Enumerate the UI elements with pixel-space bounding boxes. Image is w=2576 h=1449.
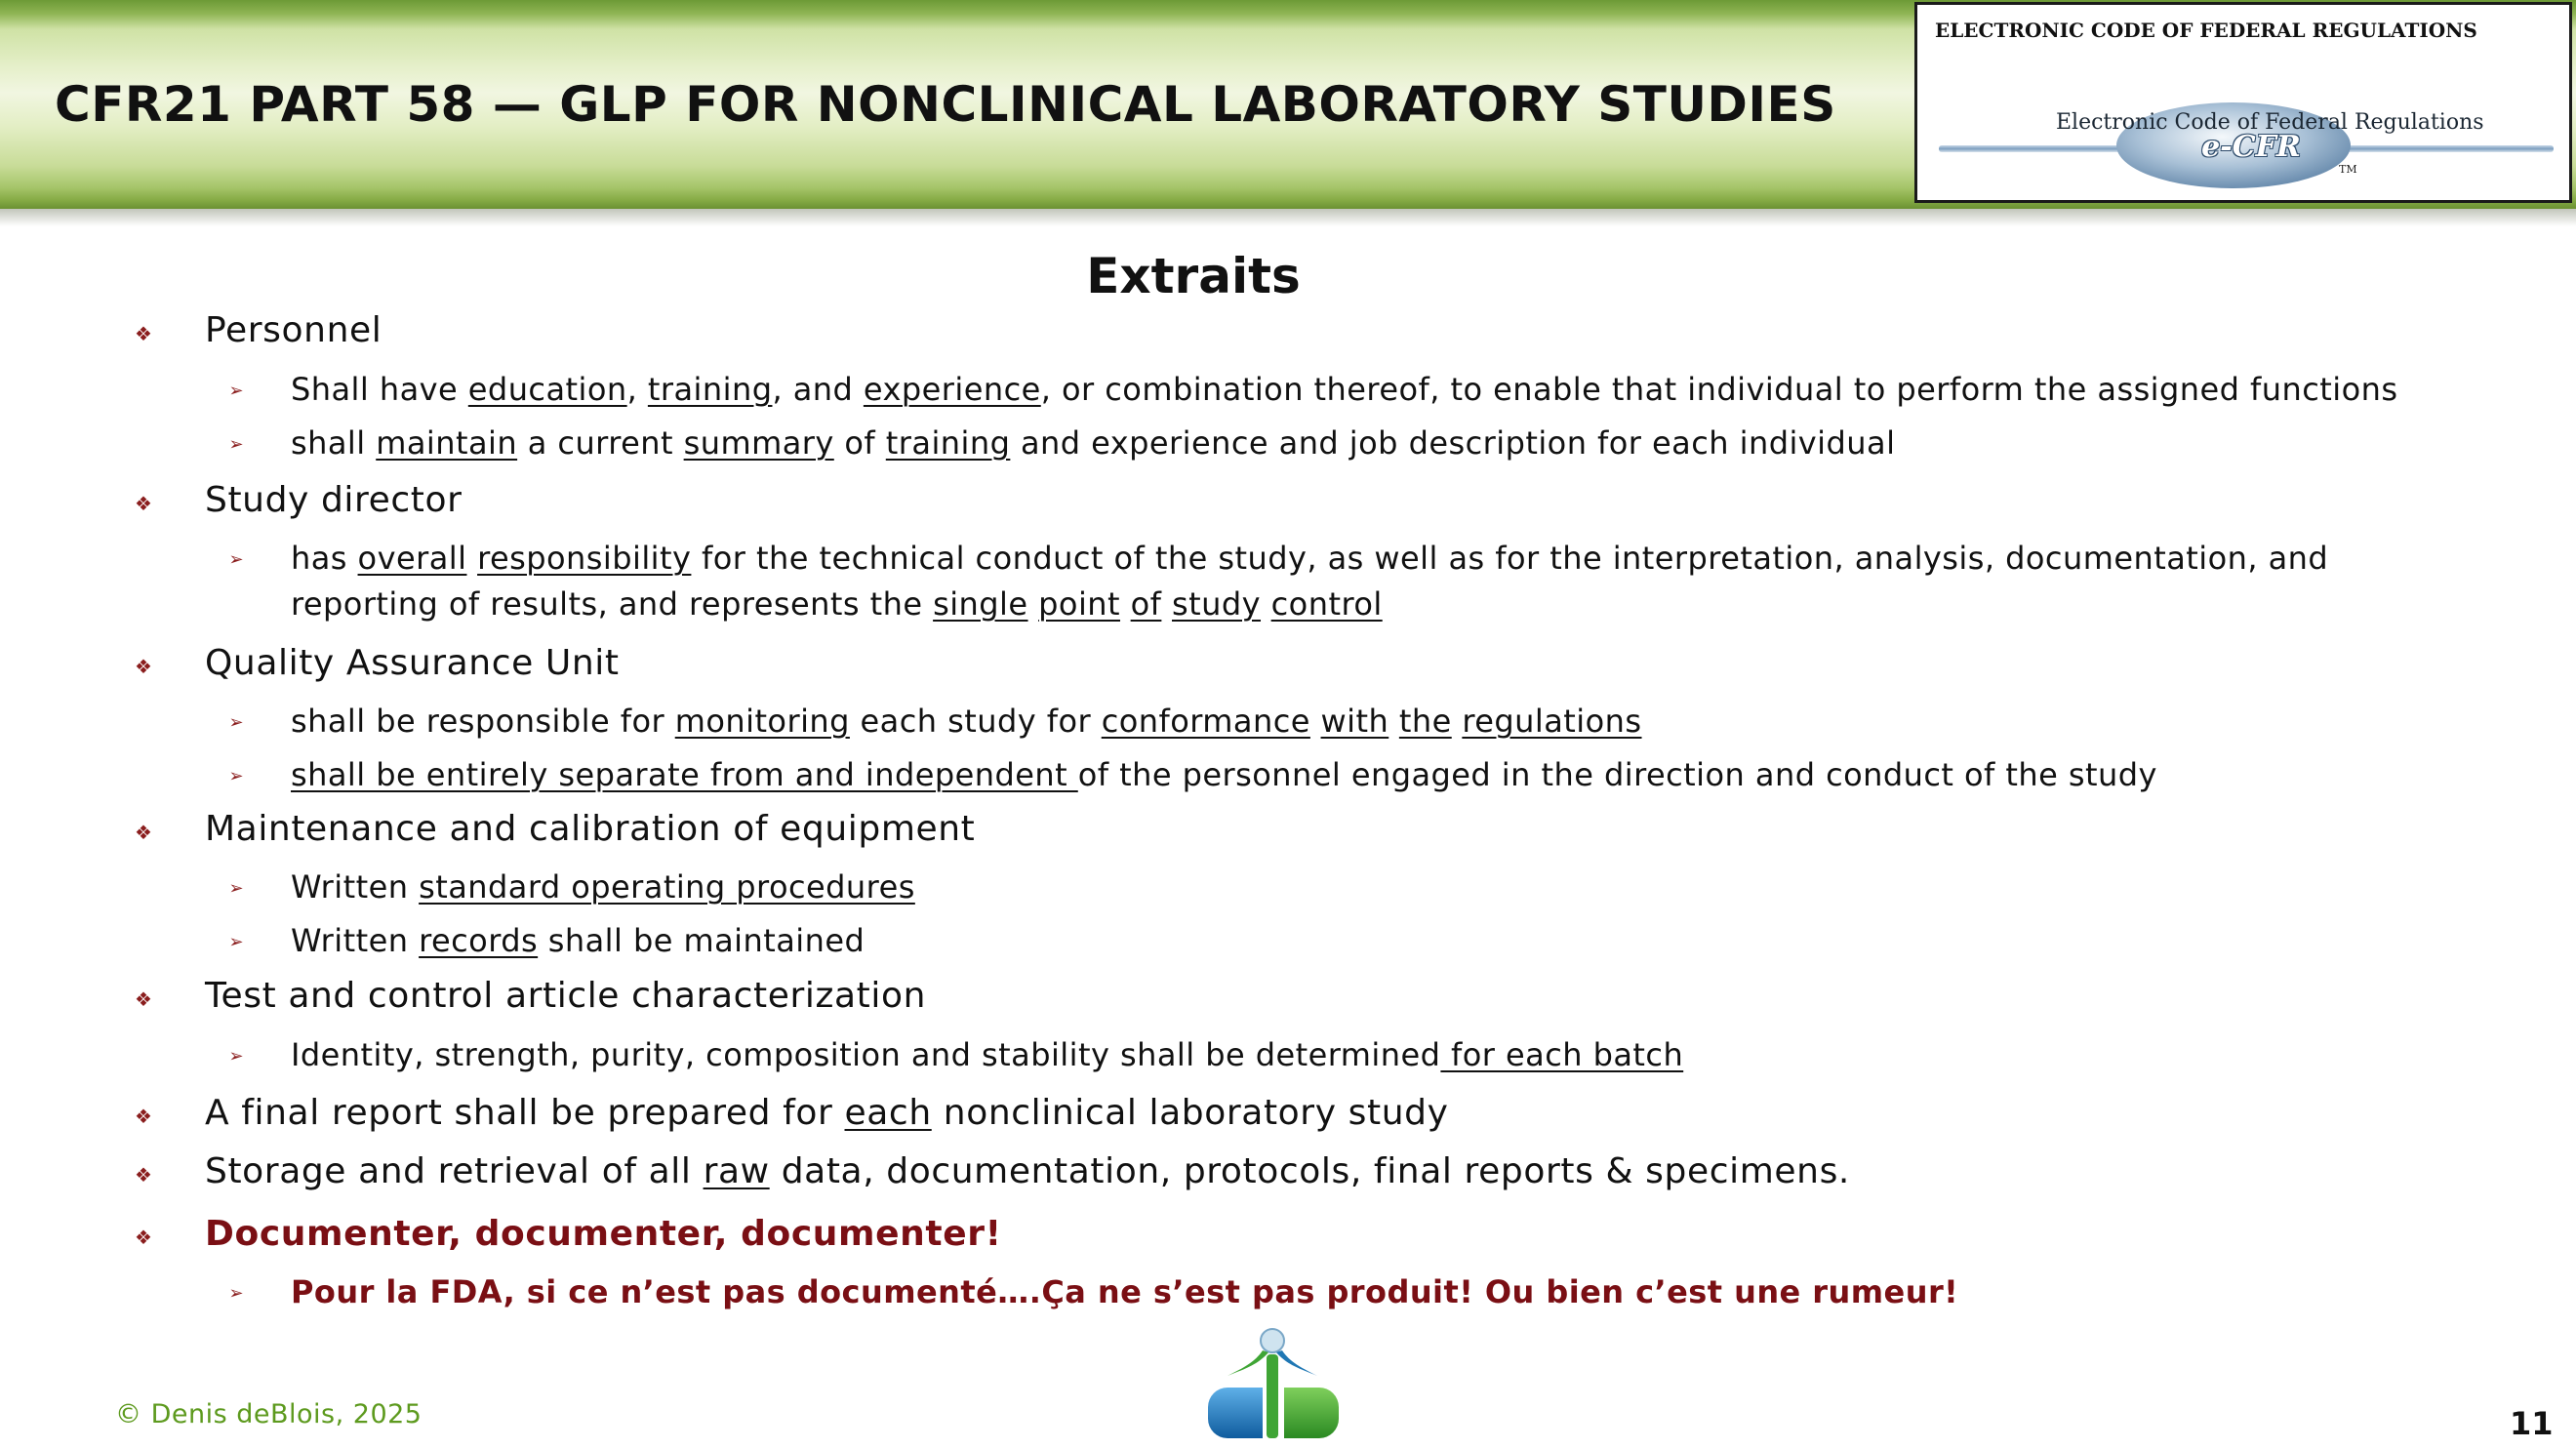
ecfr-wordmark: e-CFR (2201, 130, 2301, 164)
ecfr-swoosh-icon (1917, 5, 2575, 206)
sub-bullet-item: has overall responsibility for the technical conduct of the study, as well as for the interpretation, analysis, documentation, and (291, 540, 2329, 577)
sub-bullet-item: reporting of results, and represents the single point of study control (291, 585, 1383, 623)
arrow-bullet-icon: ➢ (228, 381, 244, 401)
header-shadow (0, 209, 2576, 226)
footer-copyright: © Denis deBlois, 2025 (115, 1399, 423, 1429)
sub-bullet-item: Written standard operating procedures (291, 868, 915, 906)
sub-bullet-item: shall maintain a current summary of training and experience and job description for each individual (291, 424, 1896, 462)
bullet-item: Study director (205, 480, 463, 520)
arrow-bullet-icon: ➢ (228, 932, 244, 952)
bullet-icon: ❖ (135, 821, 152, 844)
bullet-icon: ❖ (135, 987, 152, 1011)
bullet-icon: ❖ (135, 655, 152, 678)
bullet-item: Personnel (205, 310, 382, 350)
slide-title: CFR21 PART 58 — GLP FOR NONCLINICAL LABORATORY STUDIES (55, 76, 1836, 133)
arrow-bullet-icon: ➢ (228, 878, 244, 899)
bullet-item: A final report shall be prepared for each nonclinical laboratory study (205, 1093, 1449, 1133)
bullet-icon: ❖ (135, 492, 152, 515)
sub-bullet-item: shall be entirely separate from and independent of the personnel engaged in the direction and conduct of the study (291, 756, 2157, 793)
bullet-item: Maintenance and calibration of equipment (205, 809, 976, 849)
ecfr-trademark: TM (2339, 163, 2357, 176)
bullet-item: Quality Assurance Unit (205, 643, 620, 683)
page-number: 11 (2510, 1405, 2554, 1442)
bullet-icon: ❖ (135, 1163, 152, 1187)
bullet-item: Documenter, documenter, documenter! (205, 1214, 1002, 1254)
bullet-item: Test and control article characterization (205, 976, 927, 1016)
footer-logo-icon (1198, 1327, 1348, 1442)
arrow-bullet-icon: ➢ (228, 1046, 244, 1067)
arrow-bullet-icon: ➢ (228, 434, 244, 455)
bullet-icon: ❖ (135, 1105, 152, 1128)
sub-bullet-item: Written records shall be maintained (291, 922, 865, 959)
ecfr-logo (1914, 2, 2572, 203)
bullet-icon: ❖ (135, 1226, 152, 1249)
arrow-bullet-icon: ➢ (228, 712, 244, 733)
arrow-bullet-icon: ➢ (228, 1283, 244, 1304)
sub-bullet-item: shall be responsible for monitoring each study for conformance with the regulations (291, 703, 1642, 740)
ecfr-top-text: ELECTRONIC CODE OF FEDERAL REGULATIONS (1935, 19, 2477, 42)
sub-bullet-item: Identity, strength, purity, composition and stability shall be determined for each batch (291, 1036, 1684, 1073)
section-heading: Extraits (1086, 248, 1301, 304)
sub-bullet-item: Shall have education, training, and experience, or combination thereof, to enable that individual to perform the assigned functions (291, 371, 2398, 408)
sub-bullet-item: Pour la FDA, si ce n’est pas documenté….Ça ne s’est pas produit! Ou bien c’est une rumeur! (291, 1273, 1959, 1310)
bullet-item: Storage and retrieval of all raw data, documentation, protocols, final reports & specimens. (205, 1151, 1850, 1191)
arrow-bullet-icon: ➢ (228, 766, 244, 786)
arrow-bullet-icon: ➢ (228, 549, 244, 570)
ecfr-subtitle: Electronic Code of Federal Regulations (2056, 110, 2484, 135)
bullet-icon: ❖ (135, 322, 152, 345)
